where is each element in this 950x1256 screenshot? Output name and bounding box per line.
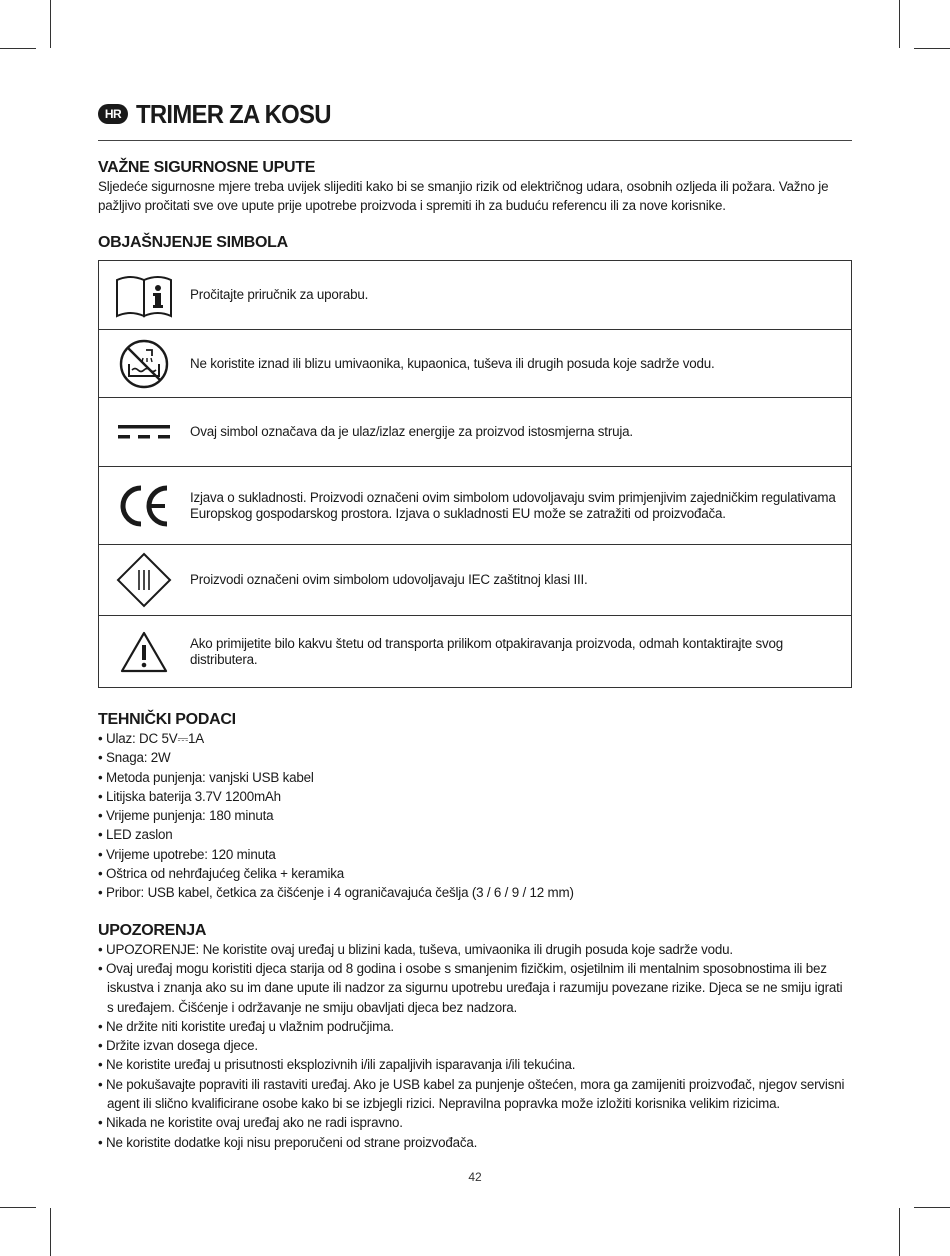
- symbol-row: [99, 330, 852, 398]
- page-number: 42: [468, 1170, 482, 1184]
- symbol-row: [99, 261, 852, 330]
- tech-heading: TEHNIČKI PODACI: [98, 711, 236, 728]
- symbol-row: [99, 616, 852, 688]
- crop-mark: [0, 48, 36, 49]
- warnings-section: [98, 922, 852, 1152]
- warnings-list: [98, 940, 852, 1152]
- list-item: • Snaga: 2W: [98, 748, 852, 767]
- ce-mark-icon: [99, 467, 190, 545]
- symbol-description: Ovaj simbol označava da je ulaz/izlaz energije za proizvod istosmjerna struja.: [189, 398, 852, 467]
- list-item: • Oštrica od nehrđajućeg čelika + keramika: [98, 864, 852, 883]
- list-item: • Ovaj uređaj mogu koristiti djeca starija od 8 godina i osobe s smanjenim fizičkim, osjetilnim ili mentalnim sposobnostima ili bez iskustva i znanja ako su im dane upute ili nadzor za sigurnu upotrebu uređaja i razumiju povezane rizike. Djeca se ne smiju igrati s uređajem. Čišćenje i održavanje ne smiju obavljati djeca bez nadzora.: [98, 959, 852, 1017]
- read-manual-icon: [99, 261, 190, 330]
- list-item: • Držite izvan dosega djece.: [98, 1036, 852, 1055]
- tech-list: [98, 729, 852, 903]
- safety-text: Sljedeće sigurnosne mjere treba uvijek slijediti kako bi se smanjio rizik od električnog udara, osobnih ozljeda ili požara. Važno je pažljivo pročitati sve ove upute prije upotrebe proizvoda i spremiti ih za buduću referencu ili za nove korisnike.: [98, 179, 829, 213]
- list-item: • Vrijeme punjenja: 180 minuta: [98, 806, 852, 825]
- class-iii-icon: [99, 545, 190, 616]
- symbols-table: [98, 260, 852, 688]
- symbol-description: Proizvodi označeni ovim simbolom udovoljavaju IEC zaštitnoj klasi III.: [189, 545, 852, 616]
- safety-heading: VAŽNE SIGURNOSNE UPUTE: [98, 159, 316, 176]
- list-item: • Pribor: USB kabel, četkica za čišćenje i 4 ograničavajuća češlja (3 / 6 / 9 / 12 mm): [98, 883, 852, 902]
- no-water-icon: [99, 330, 190, 398]
- warning-triangle-icon: [99, 616, 190, 688]
- symbol-description: Izjava o sukladnosti. Proizvodi označeni ovim simbolom udovoljavaju svim primjenjivim zajedničkim regulativama Europskog gospodarskog prostora. Izjava o sukladnosti EU može se zatražiti od proizvođača.: [189, 467, 852, 545]
- list-item: • Nikada ne koristite ovaj uređaj ako ne radi ispravno.: [98, 1113, 852, 1132]
- page-title: TRIMER ZA KOSU: [136, 98, 331, 129]
- list-item: • Metoda punjenja: vanjski USB kabel: [98, 768, 852, 787]
- safety-section: [98, 159, 852, 215]
- symbol-row: [99, 545, 852, 616]
- list-item: • Ne koristite dodatke koji nisu preporučeni od strane proizvođača.: [98, 1133, 852, 1152]
- language-badge: HR: [98, 104, 128, 124]
- crop-mark: [50, 0, 51, 48]
- list-item: • Ne pokušavajte popraviti ili rastaviti uređaj. Ako je USB kabel za punjenje oštećen, mora ga zamijeniti proizvođač, njegov servisni agent ili slično kvalificirane osobe kako bi se izbjegli rizici. Nepravilna popravka može izložiti korisnika velikim rizicima.: [98, 1075, 852, 1114]
- symbols-section: [98, 234, 852, 688]
- list-item: • Ne držite niti koristite uređaj u vlažnim područjima.: [98, 1017, 852, 1036]
- direct-current-icon: [99, 398, 190, 467]
- list-item: • Ne koristite uređaj u prisutnosti eksplozivnih i/ili zapaljivih isparavanja i/ili tekućina.: [98, 1055, 852, 1074]
- title-row: [98, 96, 852, 132]
- crop-mark: [899, 0, 900, 48]
- crop-mark: [50, 1208, 51, 1256]
- symbols-heading: OBJAŠNJENJE SIMBOLA: [98, 234, 288, 251]
- list-item: • UPOZORENJE: Ne koristite ovaj uređaj u blizini kada, tuševa, umivaonika ili drugih posuda koje sadrže vodu.: [98, 940, 852, 959]
- list-item: • LED zaslon: [98, 825, 852, 844]
- symbol-description: Ne koristite iznad ili blizu umivaonika, kupaonica, tuševa ili drugih posuda koje sadrže vodu.: [189, 330, 852, 398]
- crop-mark: [0, 1207, 36, 1208]
- list-item: • Vrijeme upotrebe: 120 minuta: [98, 845, 852, 864]
- symbol-description: Ako primijetite bilo kakvu štetu od transporta prilikom otpakiravanja proizvoda, odmah kontaktirajte svog distributera.: [189, 616, 852, 688]
- title-divider: [98, 140, 852, 141]
- crop-mark: [899, 1208, 900, 1256]
- warnings-heading: UPOZORENJA: [98, 921, 207, 939]
- symbol-row: [99, 398, 852, 467]
- crop-mark: [914, 48, 950, 49]
- crop-mark: [914, 1207, 950, 1208]
- page-content: [98, 96, 852, 1152]
- symbol-description: Pročitajte priručnik za uporabu.: [190, 287, 369, 302]
- list-item: • Litijska baterija 3.7V 1200mAh: [98, 787, 852, 806]
- symbol-row: [99, 467, 852, 545]
- tech-section: [98, 711, 852, 903]
- list-item: • Ulaz: DC 5V⎓1A: [98, 729, 852, 748]
